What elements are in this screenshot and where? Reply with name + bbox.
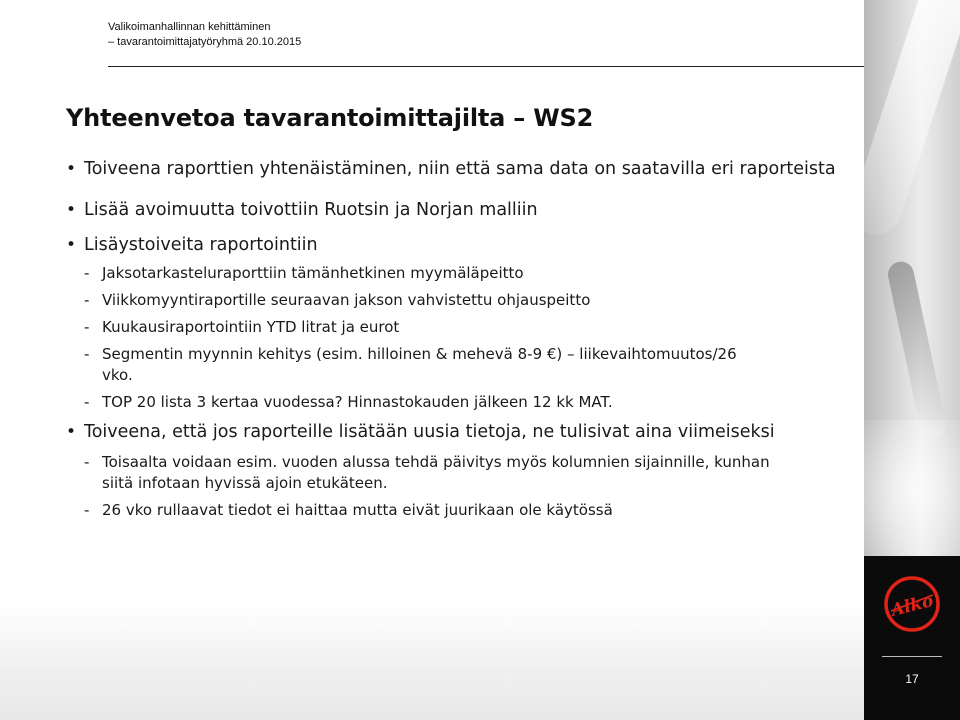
page-number-divider bbox=[882, 656, 942, 657]
decorative-glass-image bbox=[864, 0, 960, 556]
sub-bullet-text: 26 vko rullaavat tiedot ei haittaa mutta eivät juurikaan ole käytössä bbox=[102, 501, 613, 519]
bullet-item bbox=[66, 421, 846, 444]
sub-bullet-item bbox=[66, 500, 846, 521]
bullet-text: Toiveena raporttien yhtenäistäminen, niin että sama data on saatavilla eri raporteista bbox=[84, 159, 836, 179]
sub-bullet-text: Jaksotarkasteluraporttiin tämänhetkinen myymäläpeitto bbox=[102, 264, 524, 282]
sub-bullet-text: Kuukausiraportointiin YTD litrat ja eurot bbox=[102, 318, 400, 336]
sub-bullet-item bbox=[66, 344, 742, 386]
bullet-text: Lisäystoiveita raportointiin bbox=[84, 235, 318, 255]
dash-icon: - bbox=[84, 318, 90, 336]
dash-icon: - bbox=[84, 291, 90, 309]
slide-title: Yhteenvetoa tavarantoimittajilta – WS2 bbox=[66, 104, 594, 132]
header bbox=[108, 20, 301, 50]
header-line-2: – tavarantoimittajatyöryhmä 20.10.2015 bbox=[108, 36, 302, 48]
sub-bullet-text: Toisaalta voidaan esim. vuoden alussa tehdä päivitys myös kolumnien sijainnille, kunhan siitä infotaan hyvissä ajoin etukäteen. bbox=[102, 453, 770, 492]
bullet-dot-icon: • bbox=[66, 235, 77, 255]
slide-body bbox=[66, 158, 846, 521]
dash-icon: - bbox=[84, 345, 90, 363]
sub-bullet-text: Viikkomyyntiraportille seuraavan jakson vahvistettu ohjauspeitto bbox=[102, 291, 591, 309]
alko-logo bbox=[883, 575, 941, 633]
bullet-dot-icon: • bbox=[66, 159, 77, 179]
sub-bullet-item bbox=[66, 317, 846, 338]
dash-icon: - bbox=[84, 264, 90, 282]
bullet-item bbox=[66, 158, 846, 181]
dash-icon: - bbox=[84, 501, 90, 519]
logo-text: Alko bbox=[889, 591, 936, 621]
bullet-text: Lisää avoimuutta toivottiin Ruotsin ja Norjan malliin bbox=[84, 200, 538, 220]
header-divider bbox=[108, 66, 864, 67]
bullet-item bbox=[66, 234, 846, 257]
sub-bullet-text: TOP 20 lista 3 kertaa vuodessa? Hinnastokauden jälkeen 12 kk MAT. bbox=[102, 393, 613, 411]
header-line-1: Valikoimanhallinnan kehittäminen bbox=[108, 21, 271, 33]
bullet-item bbox=[66, 199, 846, 222]
sub-bullet-item bbox=[66, 392, 846, 413]
sub-bullet-text: Segmentin myynnin kehitys (esim. hilloinen & mehevä 8-9 €) – liikevaihtomuutos/26 vko. bbox=[102, 345, 737, 384]
dash-icon: - bbox=[84, 393, 90, 411]
sub-bullet-item bbox=[66, 263, 846, 284]
dash-icon: - bbox=[84, 453, 90, 471]
sub-bullet-item bbox=[66, 452, 802, 494]
page-number: 17 bbox=[905, 672, 919, 686]
bullet-dot-icon: • bbox=[66, 422, 77, 442]
bullet-dot-icon: • bbox=[66, 200, 77, 220]
sub-bullet-item bbox=[66, 290, 846, 311]
bullet-text: Toiveena, että jos raporteille lisätään uusia tietoja, ne tulisivat aina viimeiseksi bbox=[84, 422, 775, 442]
bottom-background-fade bbox=[0, 600, 864, 720]
